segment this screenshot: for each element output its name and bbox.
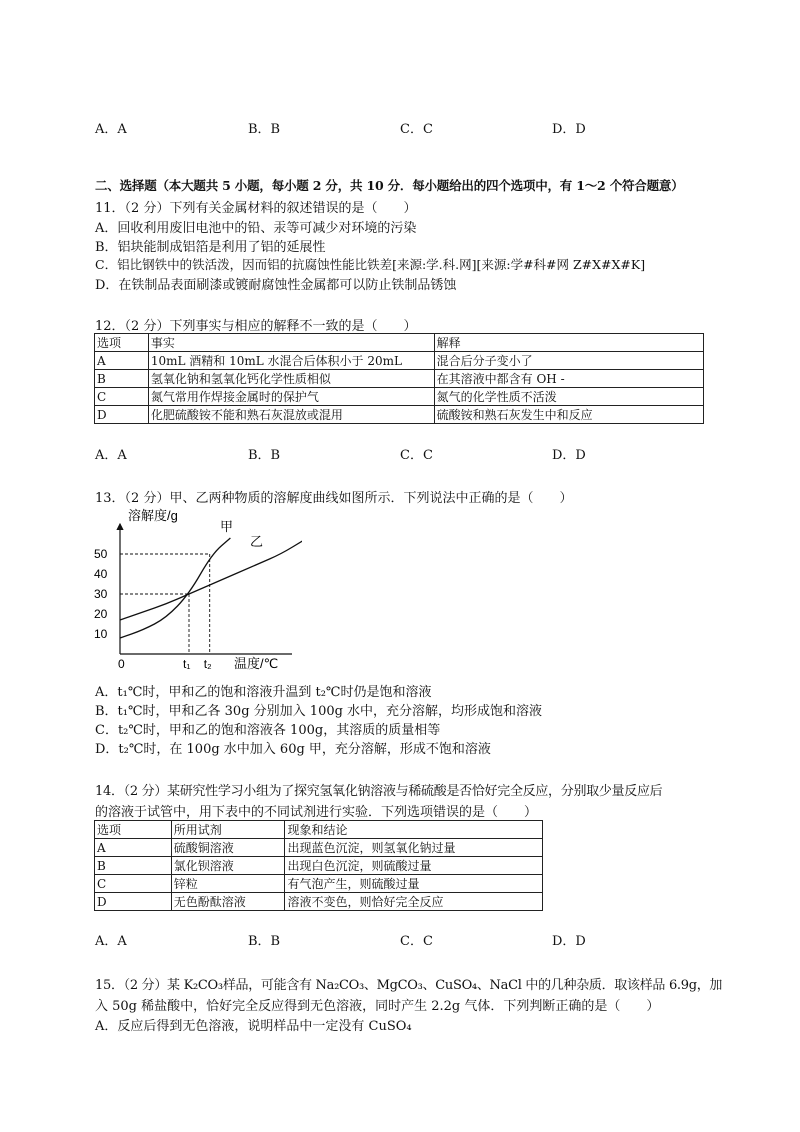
question-13-option-d: D．t₂℃时，在 100g 水中加入 60g 甲，充分溶解，形成不饱和溶液 [95,742,491,757]
question-14-option-c: C．C [400,934,433,949]
question-14-table [94,820,543,911]
table-row [95,839,543,857]
table-cell: 氯化钡溶液 [171,857,285,875]
question-14-stem-line1: 14．（2 分）某研究性学习小组为了探究氢氧化钠溶液与稀硫酸是否恰好完全反应，分别取少量反应后 [95,784,663,799]
table-cell: C [95,388,149,406]
option-a: A．A [95,122,127,137]
question-11-option-b: B．铝块能制成铝箔是利用了铝的延展性 [95,240,326,255]
table-cell: 混合后分子变小了 [434,352,703,370]
question-12-option-a: A．A [95,448,127,463]
question-12-stem: 12．（2 分）下列事实与相应的解释不一致的是（ ） [95,319,417,334]
table-cell: D [95,893,172,911]
table-header: 事实 [148,334,434,352]
question-12-option-b: B．B [248,448,281,463]
question-12-option-d: D．D [552,448,586,463]
x-axis-label: 温度/℃ [234,656,279,671]
question-11-option-a: A．回收利用废旧电池中的铅、汞等可减少对环境的污染 [95,221,417,236]
series-jia-curve [120,538,230,638]
table-header: 选项 [95,334,149,352]
series-label-yi: 乙 [250,534,264,549]
option-c: C．C [400,122,433,137]
table-cell: 氮气常用作焊接金属时的保护气 [148,388,434,406]
x-tick-label: 0 [118,657,125,671]
solubility-chart [92,504,302,674]
table-row [95,370,704,388]
table-header: 选项 [95,821,172,839]
question-13-option-c: C．t₂℃时，甲和乙的饱和溶液各 100g，其溶质的质量相等 [95,723,441,738]
table-cell: 出现蓝色沉淀，则氢氧化钠过量 [285,839,543,857]
question-15-option-a: A．反应后得到无色溶液，说明样品中一定没有 CuSO₄ [95,1019,412,1034]
option-b: B．B [248,122,281,137]
question-12-option-c: C．C [400,448,433,463]
table-cell: 化肥硫酸铵不能和熟石灰混放或混用 [148,406,434,424]
table-cell: 有气泡产生，则硫酸过量 [285,875,543,893]
series-yi-curve [120,540,302,620]
table-cell: B [95,370,149,388]
y-tick-label: 40 [94,567,108,581]
table-header-row [95,334,704,352]
question-15-stem-line1: 15．（2 分）某 K₂CO₃样品，可能含有 Na₂CO₃、MgCO₃、CuSO₄、NaCl 中的几种杂质．取该样品 6.9g，加 [95,978,723,993]
table-cell: A [95,839,172,857]
table-cell: 氢氧化钠和氢氧化钙化学性质相似 [148,370,434,388]
question-11-stem: 11．（2 分）下列有关金属材料的叙述错误的是（ ） [95,201,417,216]
question-11-option-c: C．铝比钢铁中的铁活泼，因而铝的抗腐蚀性能比铁差[来源:学.科.网][来源:学#科#网 Z#X#X#K] [95,257,646,272]
section-header: 二、选择题（本大题共 5 小题，每小题 2 分，共 10 分．每小题给出的四个选项中，有 1～2 个符合题意） [95,178,684,193]
table-cell: 无色酚酞溶液 [171,893,285,911]
table-cell: C [95,875,172,893]
table-cell: D [95,406,149,424]
question-15-stem-line2: 入 50g 稀盐酸中，恰好完全反应得到无色溶液，同时产生 2.2g 气体．下列判断正确的是（ ） [95,999,660,1014]
table-cell: 在其溶液中都含有 OH - [434,370,703,388]
table-row [95,388,704,406]
question-14-option-d: D．D [552,934,586,949]
x-tick-label: t₂ [203,657,212,671]
table-cell: 锌粒 [171,875,285,893]
question-12-table [94,333,704,424]
table-header: 解释 [434,334,703,352]
table-header: 现象和结论 [285,821,543,839]
question-13-option-b: B．t₁℃时，甲和乙各 30g 分别加入 100g 水中，充分溶解，均形成饱和溶液 [95,704,543,719]
table-cell: 溶液不变色，则恰好完全反应 [285,893,543,911]
series-label-jia: 甲 [220,519,234,534]
chart-series-group [120,538,302,638]
x-tick-label: t₁ [183,657,191,671]
y-axis-label: 溶解度/g [128,508,178,523]
y-tick-label: 50 [94,547,108,561]
table-cell: 出现白色沉淀，则硫酸过量 [285,857,543,875]
table-cell: 氮气的化学性质不活泼 [434,388,703,406]
table-cell: 硫酸铜溶液 [171,839,285,857]
y-tick-label: 20 [94,607,108,621]
question-13-option-a: A．t₁℃时，甲和乙的饱和溶液升温到 t₂℃时仍是饱和溶液 [95,685,432,700]
table-cell: B [95,857,172,875]
question-14-option-b: B．B [248,934,281,949]
table-row [95,857,543,875]
table-cell: 硫酸铵和熟石灰发生中和反应 [434,406,703,424]
question-14-stem-line2: 的溶液于试管中，用下表中的不同试剂进行实验．下列选项错误的是（ ） [95,805,538,820]
question-11-option-d: D．在铁制品表面刷漆或镀耐腐蚀性金属都可以防止铁制品锈蚀 [95,278,457,293]
table-row [95,875,543,893]
table-row [95,352,704,370]
table-row [95,893,543,911]
table-row [95,406,704,424]
table-header-row [95,821,543,839]
y-tick-label: 30 [94,587,108,601]
table-cell: 10mL 酒精和 10mL 水混合后体积小于 20mL [148,352,434,370]
y-tick-label: 10 [94,627,108,641]
question-14-option-a: A．A [95,934,127,949]
option-d: D．D [552,122,586,137]
table-cell: A [95,352,149,370]
table-header: 所用试剂 [171,821,285,839]
question-13-stem: 13．（2 分）甲、乙两种物质的溶解度曲线如图所示．下列说法中正确的是（ ） [95,491,573,506]
